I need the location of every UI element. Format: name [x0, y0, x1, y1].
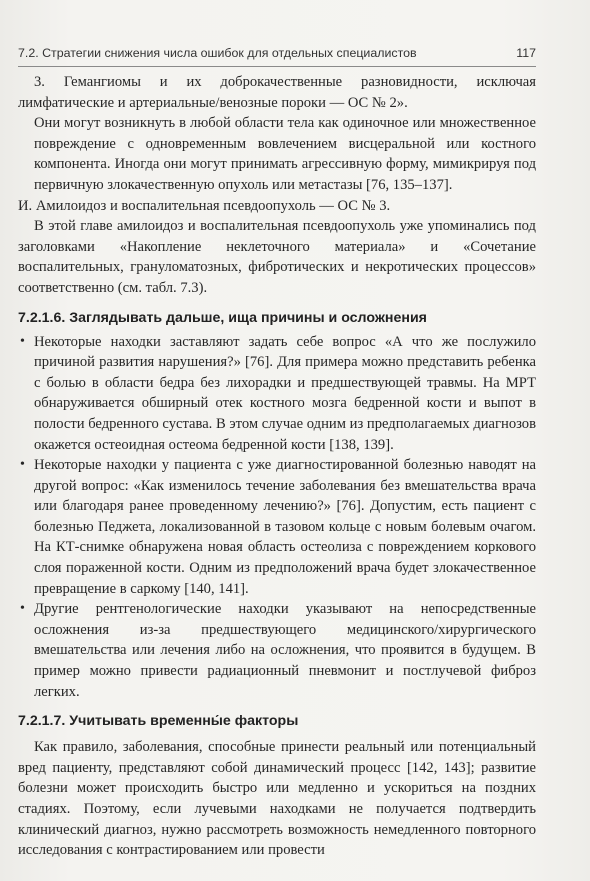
paragraph: Как правило, заболевания, способные принести реальный или потенциальный вред пациенту, представляют собой динамический процесс [142, 143]; развитие болезни может происходить быстро или медленно и ускориться на поздних стадиях. Поэтому, если лучевыми находками не получается подтвердить клинический диагноз, нужно рассмотреть возможность немедленного повторного исследования с контрастированием или провести	[18, 739, 536, 859]
section-heading-7-2-1-6: 7.2.1.6. Заглядывать дальше, ища причины и осложнения	[18, 309, 427, 326]
list-item-roman-1-continuation: В этой главе амилоидоз и воспалительная псевдоопухоль уже упоминались под заголовками «Накопление неклеточного материала» и «Сочетание воспалительных, грануломатозных, фибротических и некротических процессов» соответственно (см. табл. 7.3).	[18, 218, 536, 296]
list-item	[18, 455, 536, 599]
page-body	[18, 72, 536, 861]
list-item	[18, 332, 536, 456]
bullet-text: Некоторые находки у пациента с уже диагностированной болезнью наводят на другой вопрос: «Как изменилось течение заболевания без вмешательства врача или благодаря ранее проведенному лечению?» [76]. Допустим, есть пациент с болезнью Педжета, локализованной в тазовом кольце с новым болевым очагом. На КТ-снимке обнаружена новая область остеолиза с повреждением коркового слоя пораженной кости. Одним из предположений врача будет злокачественное превращение в саркому [140, 141].	[34, 457, 536, 597]
running-head-title: 7.2. Стратегии снижения числа ошибок для отдельных специалистов	[18, 46, 417, 60]
running-head	[18, 40, 536, 67]
list-item	[18, 599, 536, 702]
bullet-icon: •	[20, 457, 25, 473]
bullet-list	[18, 332, 536, 703]
list-item-3-continuation: Они могут возникнуть в любой области тела как одиночное или множественное повреждение с одновременным вовлечением висцеральной или костного компонента. Иногда они могут принимать агрессивную форму, мимикрируя под первичную злокачественную опухоль или метастазы [76, 135–137].	[34, 115, 536, 193]
list-item-roman-1: И. Амилоидоз и воспалительная псевдоопухоль — ОС № 3.	[18, 197, 391, 214]
bullet-text: Другие рентгенологические находки указывают на непосредственные осложнения из-за предшествующего медицинского/хирургического вмешательства или лечения либо на осложнения, что проявится в будущем. В пример можно привести радиационный пневмонит и постлучевой фиброз легких.	[34, 601, 536, 700]
bullet-text: Некоторые находки заставляют задать себе вопрос «А что же послужило причиной развития нарушения?» [76]. Для примера можно представить ребенка с болью в области бедра без лихорадки и предшествующей травмы. На МРТ обнаруживается обширный отек костного мозга бедренной кости и выпот в полости бедренного сустава. В этом случае одним из предполагаемых диагнозов окажется остеоидная остеома бедренной кости [138, 139].	[34, 333, 536, 453]
bullet-icon: •	[20, 333, 25, 349]
page-number: 117	[516, 46, 536, 60]
list-item-3: 3. Гемангиомы и их доброкачественные разновидности, исключая лимфатические и артериальные/венозные пороки — ОС № 2».	[18, 74, 536, 111]
section-heading-7-2-1-7: 7.2.1.7. Учитывать временны́е факторы	[18, 713, 299, 730]
bullet-icon: •	[20, 601, 25, 617]
